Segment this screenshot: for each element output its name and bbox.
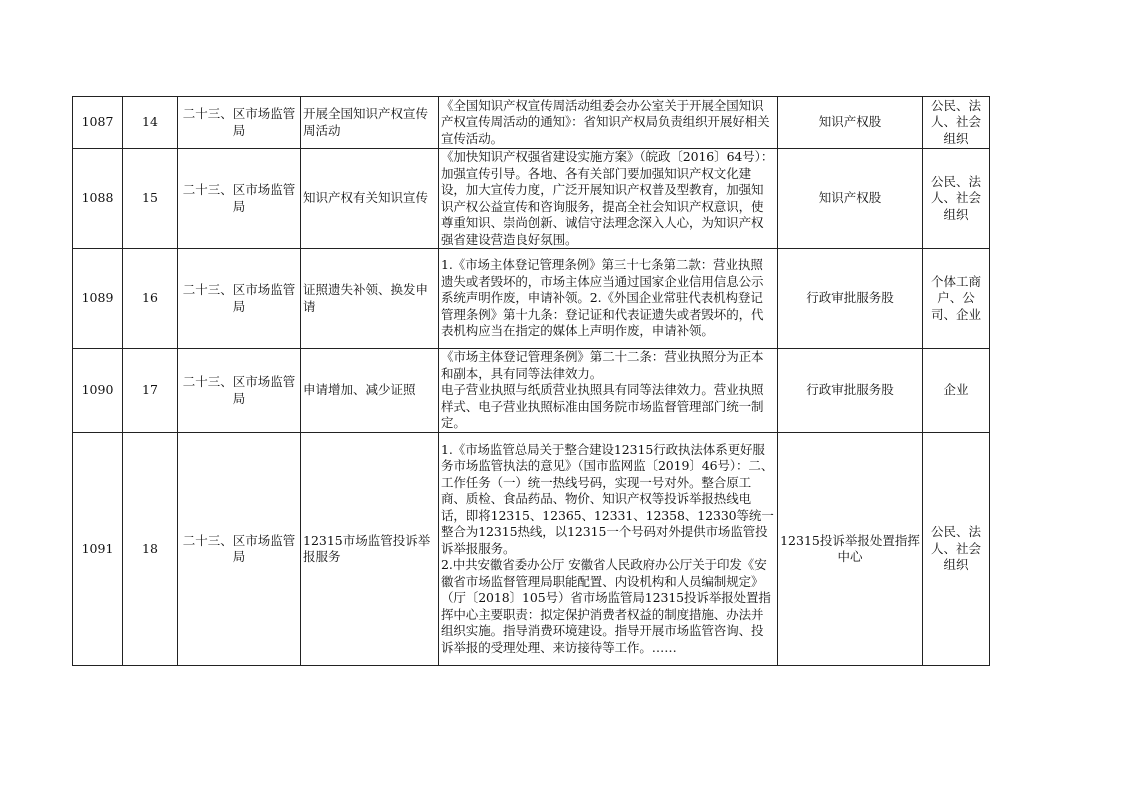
responsible-unit: 知识产权股	[778, 97, 923, 149]
responsible-unit: 知识产权股	[778, 149, 923, 249]
responsible-unit: 12315投诉举报处置指挥中心	[778, 433, 923, 666]
department: 二十三、区市场监管局	[178, 149, 301, 249]
responsible-unit: 行政审批服务股	[778, 249, 923, 349]
row-number: 1087	[73, 97, 123, 149]
legal-basis: 《全国知识产权宣传周活动组委会办公室关于开展全国知识产权宣传周活动的通知》：省知识产权局负责组织开展好相关宣传活动。	[441, 97, 770, 146]
service-target: 企业	[923, 349, 990, 433]
table-row	[73, 149, 990, 249]
responsible-unit: 行政审批服务股	[778, 349, 923, 433]
service-target: 公民、法人、社会组织	[923, 97, 990, 149]
service-item: 12315市场监管投诉举报服务	[301, 433, 439, 666]
table-row	[73, 349, 990, 433]
sub-number: 17	[123, 349, 178, 433]
table-row	[73, 97, 990, 149]
table-row	[73, 249, 990, 349]
service-target: 公民、法人、社会组织	[923, 433, 990, 666]
sub-number: 18	[123, 433, 178, 666]
service-item: 申请增加、减少证照	[301, 349, 439, 433]
sub-number: 16	[123, 249, 178, 349]
service-item: 开展全国知识产权宣传周活动	[301, 97, 439, 149]
service-item: 知识产权有关知识宣传	[301, 149, 439, 249]
service-item: 证照遗失补领、换发申请	[301, 249, 439, 349]
service-target: 个体工商户、公司、企业	[923, 249, 990, 349]
legal-basis: 《加快知识产权强省建设实施方案》（皖政〔2016〕64号）：加强宣传引导。各地、各有关部门要加强知识产权文化建设，加大宣传力度，广泛开展知识产权普及型教育，加强知识产权公益宣传和咨询服务，提高全社会知识产权意识，使尊重知识、崇尚创新、诚信守法理念深入人心，为知识产权强省建设营造良好氛围。	[441, 149, 774, 247]
legal-basis: 《市场主体登记管理条例》第二十二条：营业执照分为正本和副本，具有同等法律效力。 电子营业执照与纸质营业执照具有同等法律效力。营业执照样式、电子营业执照标准由国务院市场监督管理部门统一制定。	[441, 349, 764, 431]
department: 二十三、区市场监管局	[178, 349, 301, 433]
service-items-table	[72, 96, 990, 666]
row-number: 1088	[73, 149, 123, 249]
legal-basis: 1.《市场主体登记管理条例》第三十七条第二款：营业执照遗失或者毁坏的，市场主体应当通过国家企业信用信息公示系统声明作废，申请补领。2.《外国企业常驻代表机构登记管理条例》第十九条：登记证和代表证遗失或者毁坏的，代表机构应当在指定的媒体上声明作废，申请补领。	[441, 257, 764, 339]
row-number: 1090	[73, 349, 123, 433]
row-number: 1089	[73, 249, 123, 349]
sub-number: 14	[123, 97, 178, 149]
department: 二十三、区市场监管局	[178, 433, 301, 666]
service-target: 公民、法人、社会组织	[923, 149, 990, 249]
sub-number: 15	[123, 149, 178, 249]
department: 二十三、区市场监管局	[178, 97, 301, 149]
legal-basis: 1.《市场监管总局关于整合建设12315行政执法体系更好服务市场监管执法的意见》（国市监网监〔2019〕46号）：二、工作任务（一）统一热线号码，实现一号对外。整合原工商、质检、食品药品、物价、知识产权等投诉举报热线电话，即将12315、12365、12331、12358、12330等统一整合为12315热线，以12315一个号码对外提供市场监管投诉举报服务。 2.中共安徽省委办公厅 安徽省人民政府办公厅关于印发《安徽省市场监督管理局职能配置、内设机构和人员编制规定》（厅〔2018〕105号）省市场监管局12315投诉举报处置指挥中心主要职责：拟定保护消费者权益的制度措施、办法并组织实施。指导消费环境建设。指导开展市场监管咨询、投诉举报的受理处理、来访接待等工作。……	[441, 441, 774, 655]
department: 二十三、区市场监管局	[178, 249, 301, 349]
row-number: 1091	[73, 433, 123, 666]
table-row	[73, 433, 990, 666]
